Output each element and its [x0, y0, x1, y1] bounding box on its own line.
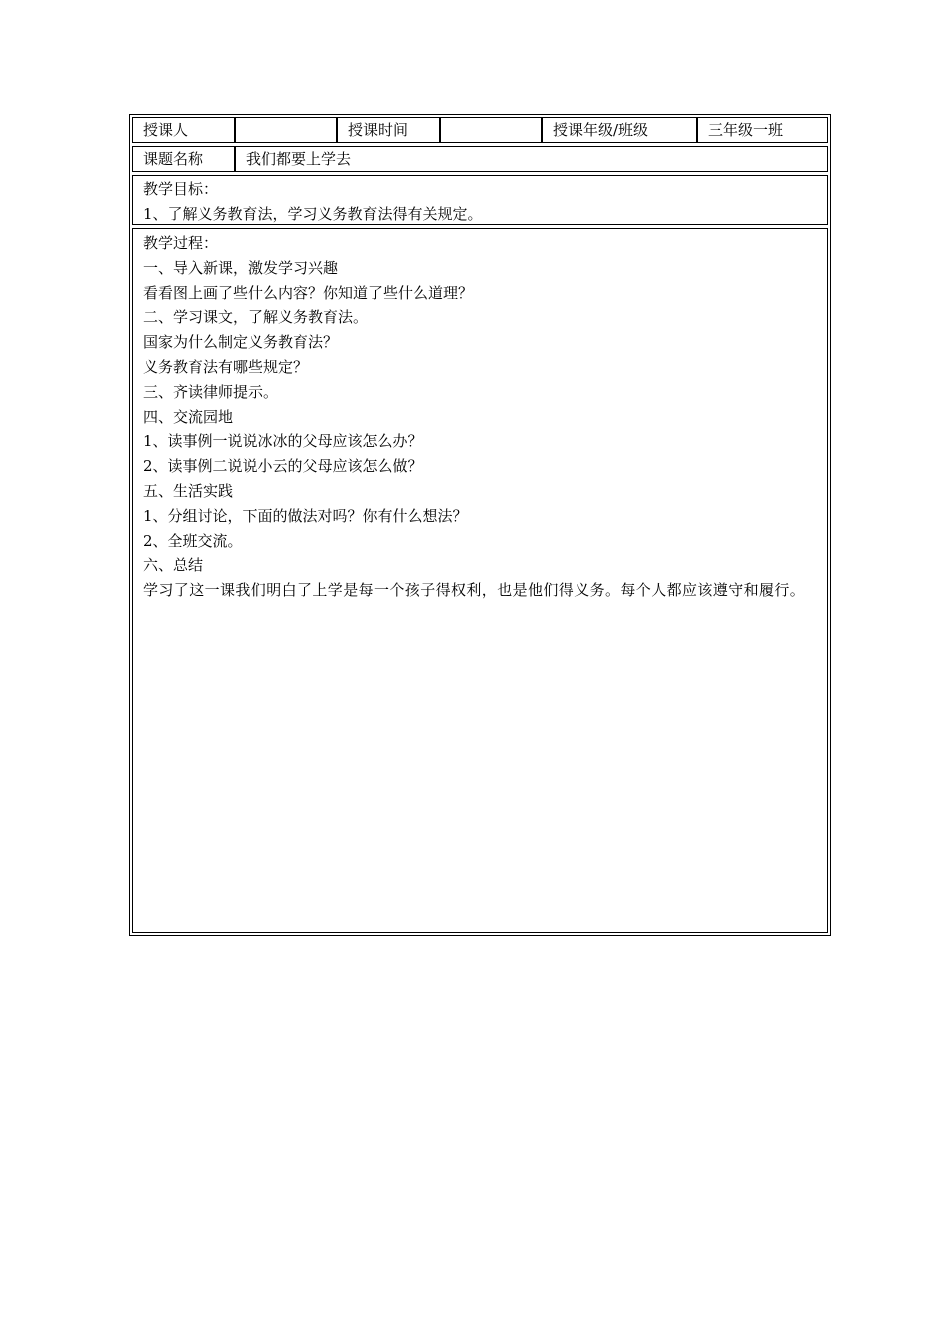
process-line: 1、分组讨论，下面的做法对吗？你有什么想法？ [143, 506, 468, 525]
topic-label: 课题名称 [143, 150, 204, 168]
process-line: 1、读事例一说说冰冰的父母应该怎么办？ [143, 432, 423, 451]
objectives-heading: 教学目标： [143, 180, 219, 198]
process-summary: 学习了这一课我们明白了上学是每一个孩子得权利，也是他们得义务。每个人都应该遵守和履行。 [143, 581, 806, 600]
teacher-label-cell [132, 117, 235, 143]
process-line: 三、齐读律师提示。 [143, 382, 279, 401]
process-heading: 教学过程： [143, 234, 219, 252]
process-line: 五、生活实践 [143, 481, 234, 500]
time-value-cell[interactable] [440, 117, 542, 143]
process-line: 看看图上画了些什么内容？你知道了些什么道理？ [143, 283, 474, 302]
class-value-cell[interactable] [697, 117, 828, 143]
process-line: 2、全班交流。 [143, 531, 243, 550]
class-label-cell [542, 117, 697, 143]
process-line: 一、导入新课，激发学习兴趣 [143, 258, 339, 277]
objective-item: 1、了解义务教育法，学习义务教育法得有关规定。 [143, 204, 483, 223]
topic-value: 我们都要上学去 [246, 150, 352, 168]
class-value: 三年级一班 [708, 121, 784, 139]
teacher-value-cell[interactable] [235, 117, 337, 143]
topic-value-cell[interactable] [235, 146, 828, 172]
process-line: 二、学习课文，了解义务教育法。 [143, 308, 369, 327]
teacher-label: 授课人 [143, 121, 189, 139]
objectives-block [132, 175, 828, 225]
process-line: 2、读事例二说说小云的父母应该怎么做？ [143, 457, 423, 476]
topic-label-cell [132, 146, 235, 172]
time-label: 授课时间 [348, 121, 409, 139]
time-label-cell [337, 117, 440, 143]
process-line: 四、交流园地 [143, 407, 234, 426]
process-block [132, 228, 828, 933]
process-line: 义务教育法有哪些规定？ [143, 357, 309, 376]
process-line: 国家为什么制定义务教育法？ [143, 333, 339, 352]
class-label: 授课年级/班级 [553, 121, 649, 139]
process-line: 六、总结 [143, 556, 204, 575]
